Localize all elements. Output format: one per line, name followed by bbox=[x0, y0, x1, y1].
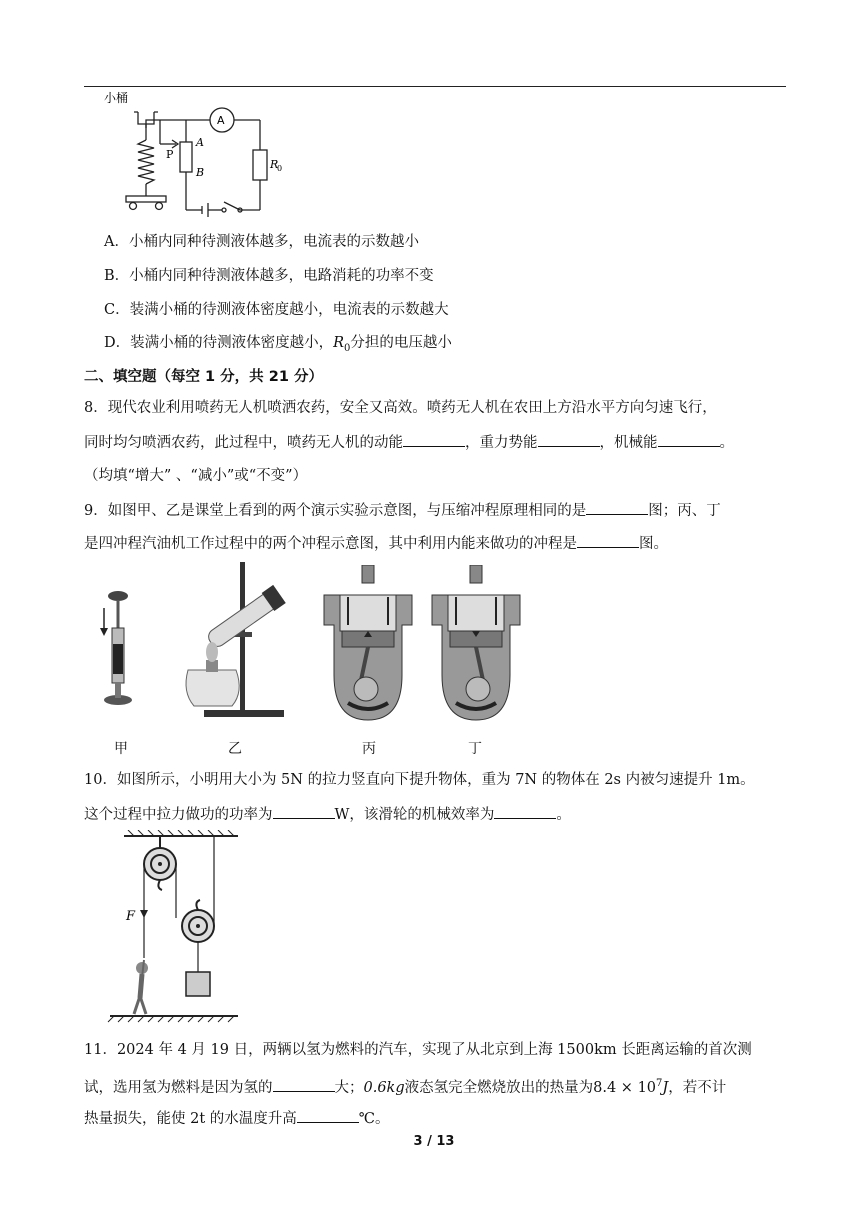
option-b: B．小桶内同种待测液体越多，电路消耗的功率不变 bbox=[104, 268, 434, 284]
q8-line3: （均填“增大” 、“减小”或“不变”） bbox=[84, 468, 308, 484]
q11-line3 bbox=[84, 1108, 390, 1129]
q11-heat-exponent: 7 bbox=[656, 1078, 663, 1089]
answer-blank[interactable] bbox=[403, 432, 465, 447]
caption-bing: 丙 bbox=[362, 741, 376, 757]
q8-line1: 8．现代农业利用喷药无人机喷洒农药，安全又高效。喷药无人机在农田上方沿水平方向匀速飞行， bbox=[84, 400, 717, 416]
q11-text-h: 热量损失，能使 2t 的水温度升高 bbox=[84, 1111, 297, 1127]
circuit-figure bbox=[100, 88, 290, 218]
answer-blank[interactable] bbox=[577, 533, 639, 548]
q10-text-a: 这个过程中拉力做功的功率为 bbox=[84, 807, 273, 823]
point-a-label: A bbox=[196, 136, 204, 149]
answer-blank[interactable] bbox=[586, 500, 648, 515]
q11-text-i: ℃。 bbox=[358, 1111, 390, 1127]
q10-text-b: W，该滑轮的机械效率为 bbox=[334, 807, 495, 823]
answer-blank[interactable] bbox=[273, 804, 335, 819]
caption-jia: 甲 bbox=[114, 741, 128, 757]
q10-line2 bbox=[84, 804, 571, 825]
answer-blank[interactable] bbox=[538, 432, 600, 447]
q11-mass: 0.6kg bbox=[363, 1079, 405, 1096]
bucket-label: 小桶 bbox=[104, 91, 129, 105]
answer-blank[interactable] bbox=[494, 804, 556, 819]
answer-blank[interactable] bbox=[273, 1077, 335, 1092]
option-d-suffix: 分担的电压越小 bbox=[350, 335, 452, 351]
point-b-label: B bbox=[196, 166, 205, 179]
q11-text-g: ，若不计 bbox=[668, 1079, 727, 1096]
q11-text-b: 大； bbox=[334, 1079, 364, 1096]
q9-text-d: 图。 bbox=[639, 536, 668, 552]
q9-line1 bbox=[84, 500, 721, 521]
q11-text-d: 液态氢完全燃烧放出的热量为 bbox=[404, 1079, 594, 1096]
q8-text-c: ，机械能 bbox=[599, 435, 658, 451]
figure-bing bbox=[318, 565, 418, 725]
answer-blank[interactable] bbox=[658, 432, 720, 447]
q10-text-c: 。 bbox=[556, 807, 571, 823]
option-d bbox=[104, 333, 452, 359]
option-c: C．装满小桶的待测液体密度越小，电流表的示数越大 bbox=[104, 302, 449, 318]
resistor-sub: 0 bbox=[277, 164, 283, 173]
q8-text-a: 同时均匀喷洒农药，此过程中，喷药无人机的动能 bbox=[84, 435, 403, 451]
figure-ding bbox=[426, 565, 526, 725]
answer-blank[interactable] bbox=[297, 1108, 359, 1123]
q8-text-d: 。 bbox=[719, 435, 734, 451]
q9-text-c: 是四冲程汽油机工作过程中的两个冲程示意图，其中利用内能来做功的冲程是 bbox=[84, 536, 577, 552]
q11-text-a: 试，选用氢为燃料是因为氢的 bbox=[84, 1079, 273, 1096]
q9-line2 bbox=[84, 533, 668, 554]
circuit-diagram bbox=[100, 88, 290, 218]
force-label: F bbox=[126, 909, 136, 924]
figure-jia bbox=[96, 588, 136, 713]
option-d-sub: 0 bbox=[344, 342, 351, 354]
section-heading: 二、填空题（每空 1 分，共 21 分） bbox=[84, 369, 323, 385]
q9-text-a: 9．如图甲、乙是课堂上看到的两个演示实验示意图，与压缩冲程原理相同的是 bbox=[84, 503, 587, 519]
pulley-figure bbox=[104, 830, 244, 1030]
resistor-label: R bbox=[270, 158, 279, 171]
ammeter-label: A bbox=[217, 114, 225, 127]
slider-p-label: P bbox=[166, 148, 174, 161]
option-a: A．小桶内同种待测液体越多，电流表的示数越小 bbox=[104, 234, 419, 250]
q8-text-b: ，重力势能 bbox=[465, 435, 538, 451]
q9-text-b: 图；丙、丁 bbox=[648, 503, 721, 519]
q11-line1: 11．2024 年 4 月 19 日，两辆以氢为燃料的汽车，实现了从北京到上海 1500km 长距离运输的首次测 bbox=[84, 1042, 752, 1058]
caption-ding: 丁 bbox=[468, 741, 482, 757]
q11-heat-value: 8.4 × 10 bbox=[593, 1079, 657, 1096]
q10-line1: 10．如图所示，小明用大小为 5N 的拉力竖直向下提升物体，重为 7N 的物体在 2s 内被匀速提升 1m。 bbox=[84, 772, 755, 788]
header-rule bbox=[84, 86, 786, 87]
page-number: 3 / 13 bbox=[413, 1134, 455, 1149]
q8-line2 bbox=[84, 432, 734, 453]
figure-yi bbox=[164, 560, 304, 720]
q11-line2 bbox=[84, 1074, 726, 1098]
option-d-r: R bbox=[333, 335, 345, 351]
q11-heat-unit: J bbox=[662, 1079, 669, 1096]
caption-yi: 乙 bbox=[228, 741, 242, 757]
option-d-prefix: D．装满小桶的待测液体密度越小， bbox=[104, 335, 334, 351]
